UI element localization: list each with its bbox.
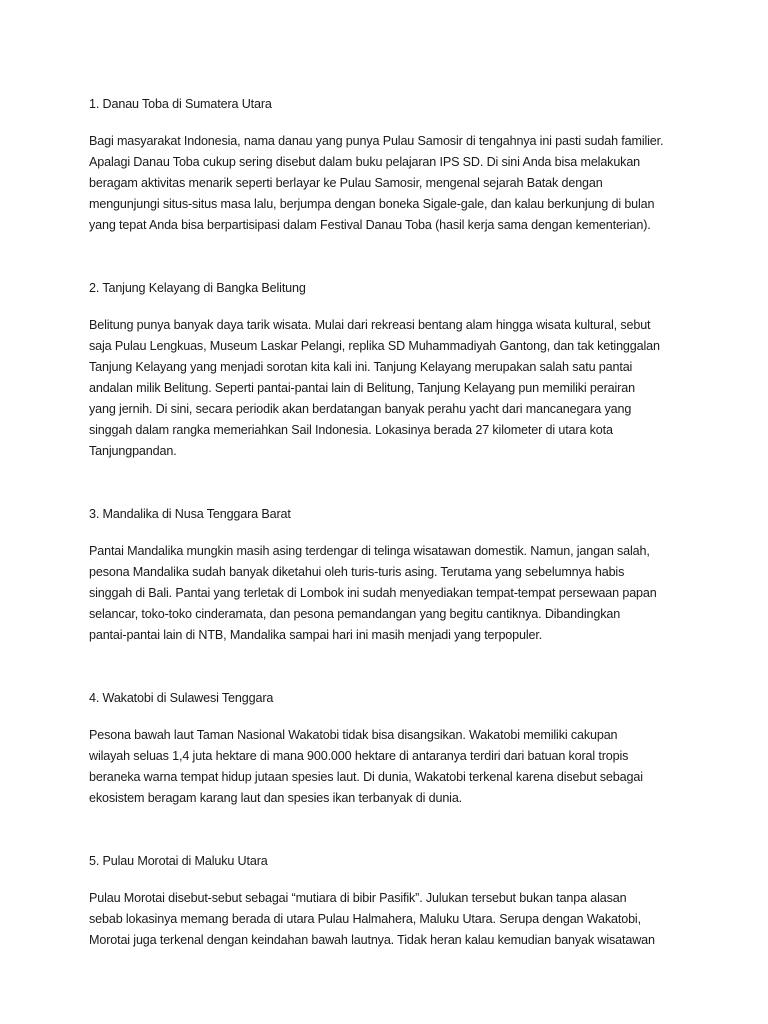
paragraph-line: Pulau Morotai disebut-sebut sebagai “mutiara di bibir Pasifik”. Julukan tersebut bukan tanpa alasan (89, 891, 627, 905)
section-mandalika (89, 504, 688, 646)
paragraph-line: Bagi masyarakat Indonesia, nama danau yang punya Pulau Samosir di tengahnya ini pasti sudah familier. (89, 134, 664, 148)
section-heading: 1. Danau Toba di Sumatera Utara (89, 97, 272, 111)
section-paragraph (89, 131, 688, 236)
paragraph-line: Pesona bawah laut Taman Nasional Wakatobi tidak bisa disangsikan. Wakatobi memiliki cakupan (89, 728, 618, 742)
section-tanjung-kelayang (89, 278, 688, 462)
paragraph-line: wilayah seluas 1,4 juta hektare di mana 900.000 hektare di antaranya terdiri dari batuan koral tropis (89, 749, 629, 763)
paragraph-line: mengunjungi situs-situs masa lalu, berjumpa dengan boneka Sigale-gale, dan kalau berkunjung di bulan (89, 197, 655, 211)
section-heading: 3. Mandalika di Nusa Tenggara Barat (89, 507, 291, 521)
paragraph-line: pesona Mandalika sudah banyak diketahui oleh turis-turis asing. Terutama yang sebelumnya habis (89, 565, 625, 579)
paragraph-line: selancar, toko-toko cinderamata, dan pesona pemandangan yang begitu cantiknya. Dibandingkan (89, 607, 621, 621)
paragraph-line: Morotai juga terkenal dengan keindahan bawah lautnya. Tidak heran kalau kemudian banyak wisatawan (89, 933, 655, 947)
section-paragraph (89, 888, 688, 951)
paragraph-line: ekosistem beragam karang laut dan spesies ikan terbanyak di dunia. (89, 791, 463, 805)
paragraph-line: Belitung punya banyak daya tarik wisata. Mulai dari rekreasi bentang alam hingga wisata kultural, sebut (89, 318, 651, 332)
paragraph-line: Tanjung Kelayang yang menjadi sorotan kita kali ini. Tanjung Kelayang merupakan salah satu pantai (89, 360, 633, 374)
paragraph-line: pantai-pantai lain di NTB, Mandalika sampai hari ini masih menjadi yang terpopuler. (89, 628, 543, 642)
section-heading: 5. Pulau Morotai di Maluku Utara (89, 854, 268, 868)
paragraph-line: Pantai Mandalika mungkin masih asing terdengar di telinga wisatawan domestik. Namun, jangan salah, (89, 544, 650, 558)
paragraph-line: beragam aktivitas menarik seperti berlayar ke Pulau Samosir, mengenal sejarah Batak dengan (89, 176, 603, 190)
section-paragraph (89, 725, 688, 809)
paragraph-line: Tanjungpandan. (89, 444, 177, 458)
section-heading: 2. Tanjung Kelayang di Bangka Belitung (89, 281, 306, 295)
paragraph-line: andalan milik Belitung. Seperti pantai-pantai lain di Belitung, Tanjung Kelayang pun memiliki perairan (89, 381, 635, 395)
paragraph-line: singgah di Bali. Pantai yang terletak di Lombok ini sudah menyediakan tempat-tempat persewaan papan (89, 586, 657, 600)
paragraph-line: Apalagi Danau Toba cukup sering disebut dalam buku pelajaran IPS SD. Di sini Anda bisa melakukan (89, 155, 641, 169)
section-wakatobi (89, 688, 688, 809)
paragraph-line: singgah dalam rangka memeriahkan Sail Indonesia. Lokasinya berada 27 kilometer di utara kota (89, 423, 613, 437)
section-heading: 4. Wakatobi di Sulawesi Tenggara (89, 691, 274, 705)
paragraph-line: yang tepat Anda bisa berpartisipasi dalam Festival Danau Toba (hasil kerja sama dengan kementerian). (89, 218, 651, 232)
section-paragraph (89, 541, 688, 646)
section-paragraph (89, 315, 688, 462)
paragraph-line: sebab lokasinya memang berada di utara Pulau Halmahera, Maluku Utara. Serupa dengan Wakatobi, (89, 912, 641, 926)
section-morotai (89, 851, 688, 951)
paragraph-line: beraneka warna tempat hidup jutaan spesies laut. Di dunia, Wakatobi terkenal karena disebut sebagai (89, 770, 643, 784)
paragraph-line: yang jernih. Di sini, secara periodik akan berdatangan banyak perahu yacht dari mancanegara yang (89, 402, 632, 416)
paragraph-line: saja Pulau Lengkuas, Museum Laskar Pelangi, replika SD Muhammadiyah Gantong, dan tak ketinggalan (89, 339, 660, 353)
section-danau-toba (89, 94, 688, 236)
